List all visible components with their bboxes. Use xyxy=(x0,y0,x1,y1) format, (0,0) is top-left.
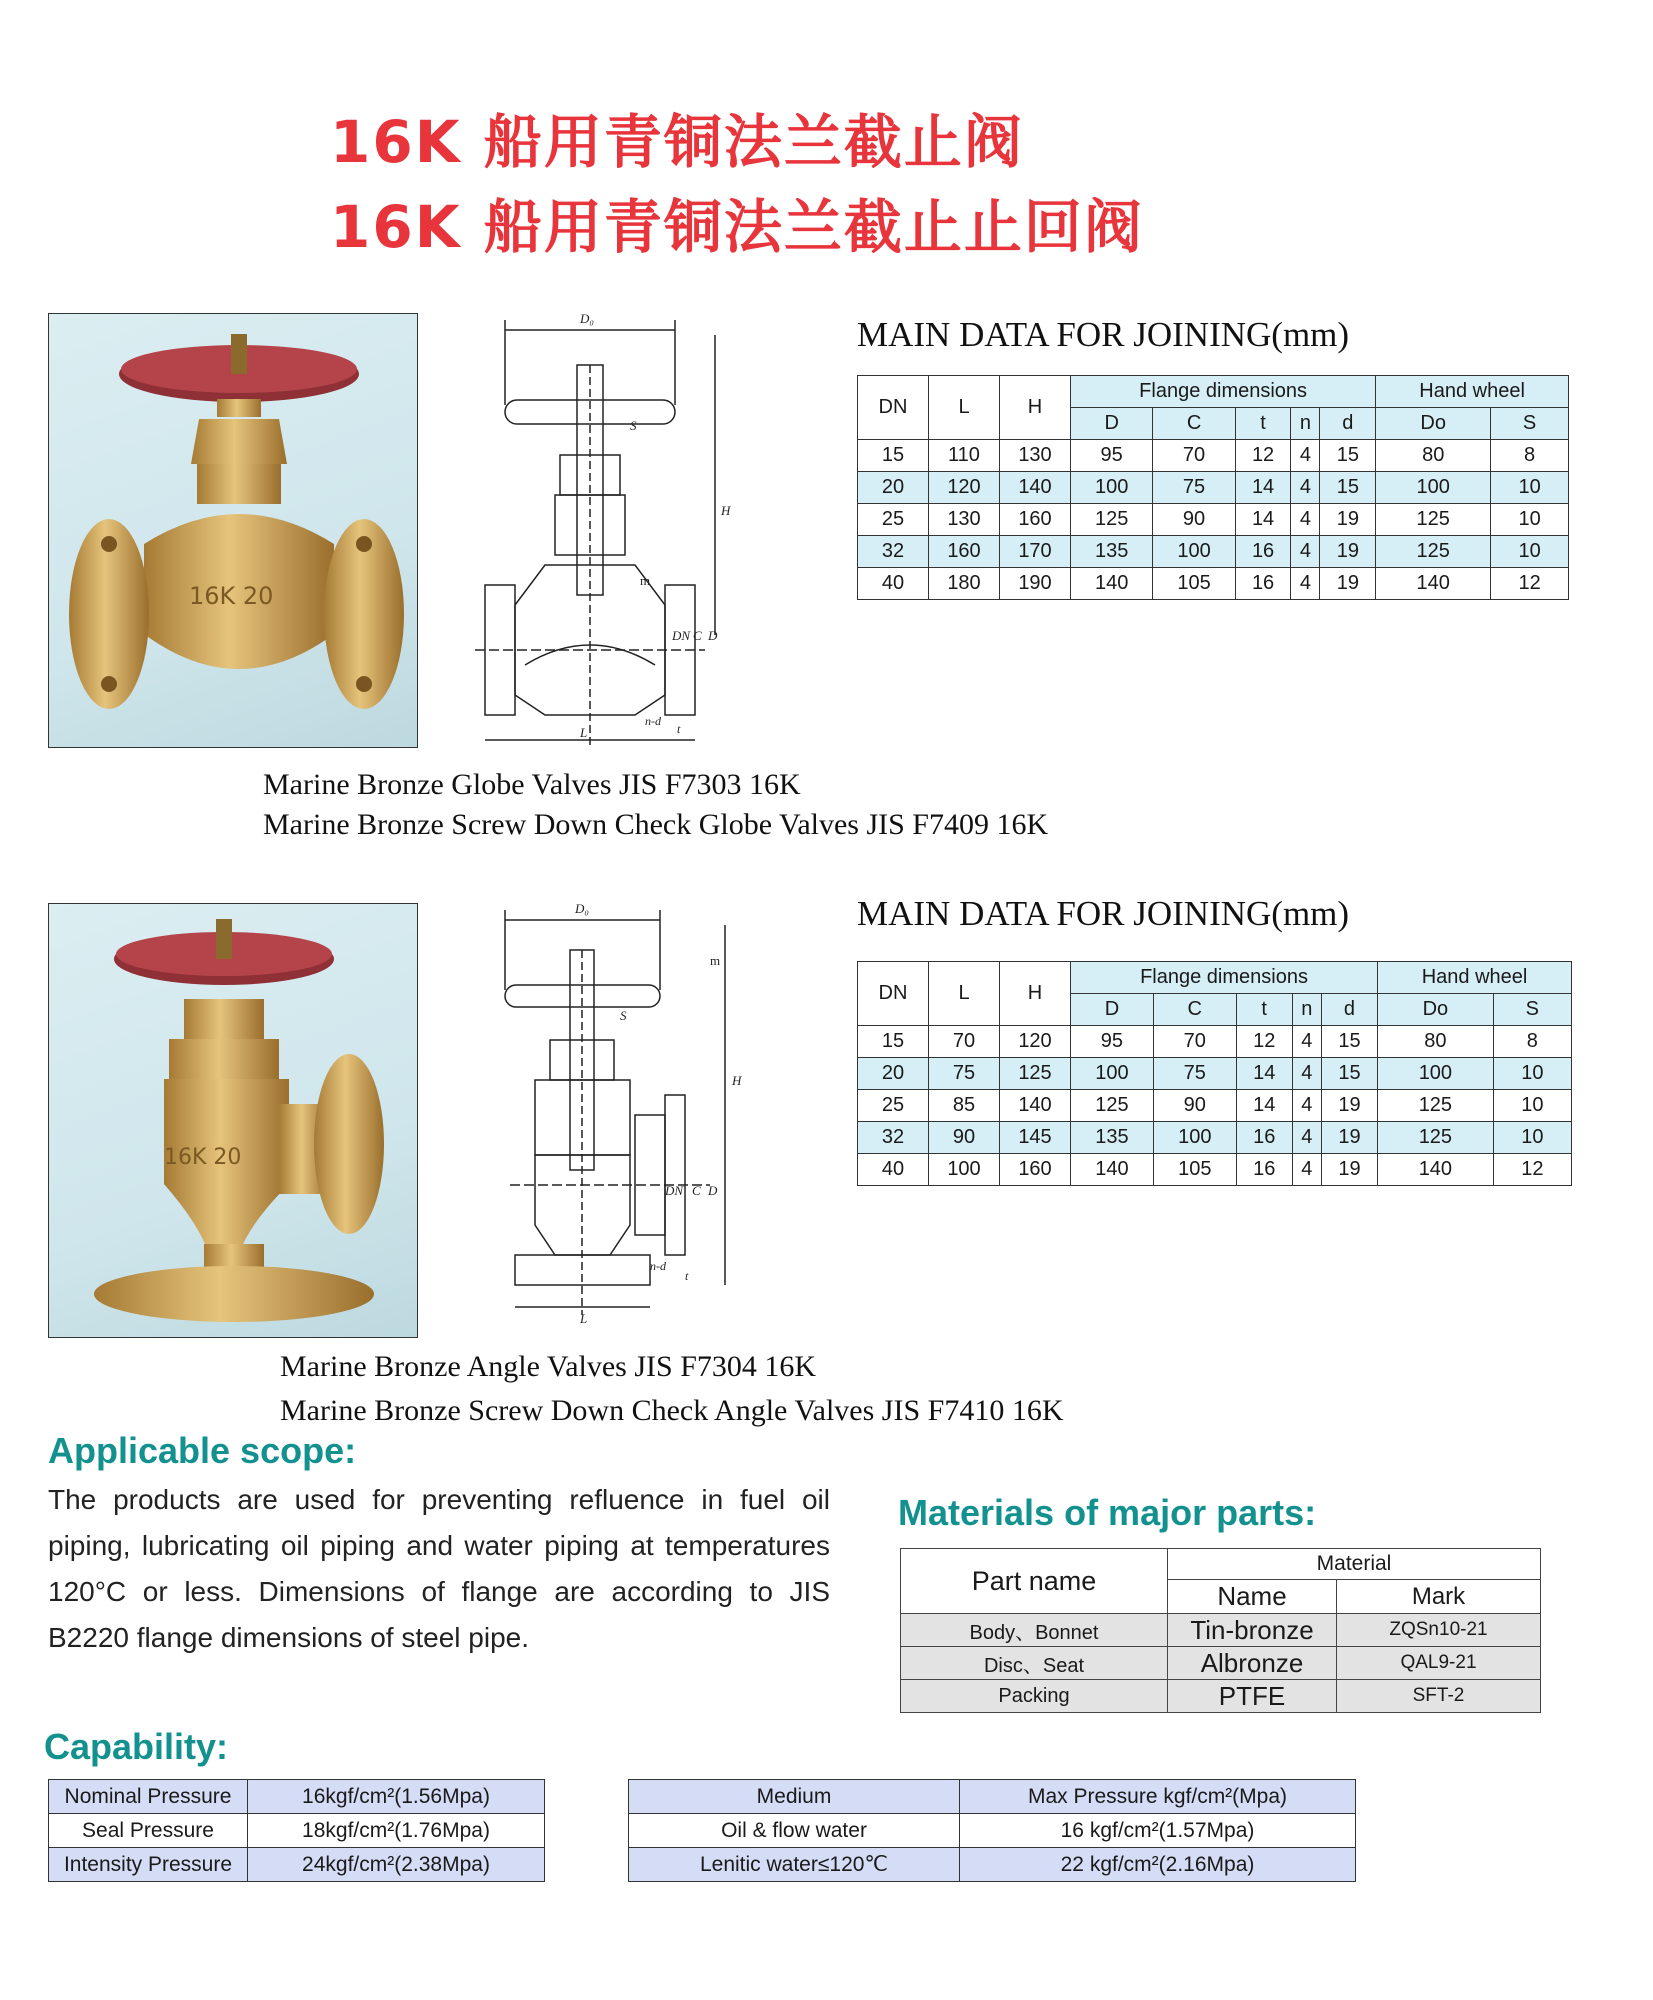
label-c-2: C xyxy=(692,1183,701,1198)
table-cell: 25 xyxy=(858,504,929,536)
table-cell: 140 xyxy=(1378,1154,1494,1186)
table-cell: 160 xyxy=(929,536,1000,568)
header-h: H xyxy=(1000,376,1071,440)
table-cell: 130 xyxy=(929,504,1000,536)
materials-table xyxy=(900,1548,1541,1713)
table-cell: 110 xyxy=(929,440,1000,472)
label-h: H xyxy=(721,503,731,518)
table-title-2: MAIN DATA FOR JOINING(mm) xyxy=(857,894,1350,933)
table-cell: 4 xyxy=(1292,1026,1321,1058)
table-cell: 125 xyxy=(1378,1090,1494,1122)
table-row xyxy=(858,1090,1572,1122)
table-cell: 40 xyxy=(858,1154,929,1186)
table-cell: 4 xyxy=(1291,504,1320,536)
table-cell: 95 xyxy=(1071,440,1153,472)
table-cell: 125 xyxy=(1000,1058,1071,1090)
table-row xyxy=(858,472,1569,504)
material-name: Tin-bronze xyxy=(1168,1614,1337,1647)
header-D: D xyxy=(1071,408,1153,440)
table-cell: 10 xyxy=(1493,1090,1571,1122)
header-d: d xyxy=(1320,408,1376,440)
table-cell: 25 xyxy=(858,1090,929,1122)
table-cell: 16 xyxy=(1235,536,1291,568)
label-c: C xyxy=(693,628,702,643)
caption-2a: Marine Bronze Angle Valves JIS F7304 16K xyxy=(280,1350,817,1383)
table-cell: 160 xyxy=(1000,1154,1071,1186)
table-cell: 105 xyxy=(1153,1154,1236,1186)
table-cell: 4 xyxy=(1291,568,1320,600)
header-flange: Flange dimensions xyxy=(1071,376,1376,408)
header-t-2: t xyxy=(1236,994,1292,1026)
pressure-label: Seal Pressure xyxy=(49,1814,248,1848)
header-dn: DN xyxy=(858,376,929,440)
table-cell: 16 xyxy=(1236,1154,1292,1186)
pressure-value: 18kgf/cm²(1.76Mpa) xyxy=(248,1814,545,1848)
mat-header-part: Part name xyxy=(901,1549,1168,1614)
table-cell: 100 xyxy=(929,1154,1000,1186)
table-cell: 180 xyxy=(929,568,1000,600)
header-n: n xyxy=(1291,408,1320,440)
table-cell: 32 xyxy=(858,1122,929,1154)
table-cell: 19 xyxy=(1321,1154,1377,1186)
table-cell: 14 xyxy=(1235,472,1291,504)
medium-row-2-name: Lenitic water≤120℃ xyxy=(629,1848,960,1882)
table-cell: 140 xyxy=(1376,568,1491,600)
table-cell: 20 xyxy=(858,472,929,504)
table-cell: 8 xyxy=(1491,440,1569,472)
header-handwheel: Hand wheel xyxy=(1376,376,1569,408)
table-cell: 4 xyxy=(1292,1154,1321,1186)
table-cell: 100 xyxy=(1153,1122,1236,1154)
table-cell: 130 xyxy=(1000,440,1071,472)
table-row xyxy=(858,1154,1572,1186)
table-cell: 19 xyxy=(1320,536,1376,568)
header-C-2: C xyxy=(1153,994,1236,1026)
globe-valve-drawing xyxy=(465,305,750,755)
table-cell: 12 xyxy=(1235,440,1291,472)
pressure-value: 16kgf/cm²(1.56Mpa) xyxy=(248,1780,545,1814)
table-cell: 140 xyxy=(1071,1154,1154,1186)
table-cell: 190 xyxy=(1000,568,1071,600)
table-cell: 12 xyxy=(1236,1026,1292,1058)
angle-valve-photo xyxy=(48,903,418,1338)
material-row xyxy=(901,1680,1541,1713)
table-cell: 20 xyxy=(858,1058,929,1090)
caption-1b: Marine Bronze Screw Down Check Globe Valves JIS F7409 16K xyxy=(263,808,1049,841)
table-cell: 4 xyxy=(1292,1090,1321,1122)
table-cell: 75 xyxy=(1153,1058,1236,1090)
table-cell: 100 xyxy=(1071,472,1153,504)
material-mark: SFT-2 xyxy=(1337,1680,1541,1713)
table-cell: 140 xyxy=(1071,568,1153,600)
material-mark: ZQSn10-21 xyxy=(1337,1614,1541,1647)
table-cell: 100 xyxy=(1376,472,1491,504)
table-cell: 135 xyxy=(1071,1122,1154,1154)
table-cell: 4 xyxy=(1291,440,1320,472)
table-cell: 120 xyxy=(1000,1026,1071,1058)
header-l: L xyxy=(929,376,1000,440)
table-cell: 14 xyxy=(1235,504,1291,536)
table-cell: 15 xyxy=(1320,472,1376,504)
max-pressure-header: Max Pressure kgf/cm²(Mpa) xyxy=(960,1780,1356,1814)
table-cell: 135 xyxy=(1071,536,1153,568)
pressure-label: Nominal Pressure xyxy=(49,1780,248,1814)
table-cell: 90 xyxy=(1153,504,1235,536)
table-cell: 14 xyxy=(1236,1058,1292,1090)
medium-table xyxy=(628,1779,1356,1882)
valve-marking: 16K 20 xyxy=(189,582,274,610)
label-do-2: D₀ xyxy=(575,901,589,916)
materials-heading: Materials of major parts: xyxy=(898,1492,1317,1533)
medium-row-2-value: 22 kgf/cm²(2.16Mpa) xyxy=(960,1848,1356,1882)
table-cell: 15 xyxy=(1321,1058,1377,1090)
label-d: D xyxy=(708,628,718,643)
table-cell: 75 xyxy=(1153,472,1235,504)
table-cell: 80 xyxy=(1378,1026,1494,1058)
pressure-label: Intensity Pressure xyxy=(49,1848,248,1882)
table-cell: 8 xyxy=(1493,1026,1571,1058)
table-cell: 125 xyxy=(1378,1122,1494,1154)
table-cell: 160 xyxy=(1000,504,1071,536)
table-cell: 90 xyxy=(929,1122,1000,1154)
table-cell: 10 xyxy=(1493,1122,1571,1154)
table-row xyxy=(858,504,1569,536)
table-cell: 40 xyxy=(858,568,929,600)
label-m-2: m xyxy=(710,953,721,968)
title-line-2: 16K 船用青铜法兰截止止回阀 xyxy=(330,193,1144,261)
pressure-row xyxy=(49,1780,545,1814)
table-cell: 140 xyxy=(1000,472,1071,504)
capability-heading: Capability: xyxy=(44,1726,229,1767)
material-row xyxy=(901,1614,1541,1647)
header-S: S xyxy=(1491,408,1569,440)
pressure-row xyxy=(49,1814,545,1848)
table-cell: 15 xyxy=(1321,1026,1377,1058)
header-t: t xyxy=(1235,408,1291,440)
mat-header-mark: Mark xyxy=(1337,1580,1541,1614)
header-d-2: d xyxy=(1321,994,1377,1026)
table-cell: 4 xyxy=(1292,1122,1321,1154)
table-cell: 15 xyxy=(858,440,929,472)
material-part: Body、Bonnet xyxy=(901,1614,1168,1647)
caption-1a: Marine Bronze Globe Valves JIS F7303 16K xyxy=(263,768,801,801)
material-name: Albronze xyxy=(1168,1647,1337,1680)
header-dn-2: DN xyxy=(858,962,929,1026)
table-cell: 70 xyxy=(1153,440,1235,472)
label-t-2: t xyxy=(685,1269,689,1283)
material-row xyxy=(901,1647,1541,1680)
label-t: t xyxy=(677,722,681,736)
table-cell: 95 xyxy=(1071,1026,1154,1058)
label-m: m xyxy=(640,573,651,588)
table-cell: 100 xyxy=(1071,1058,1154,1090)
table-cell: 140 xyxy=(1000,1090,1071,1122)
table-cell: 10 xyxy=(1491,536,1569,568)
scope-heading: Applicable scope: xyxy=(48,1430,357,1471)
label-h-2: H xyxy=(732,1073,742,1088)
medium-row-1-value: 16 kgf/cm²(1.57Mpa) xyxy=(960,1814,1356,1848)
table-cell: 19 xyxy=(1321,1090,1377,1122)
medium-header: Medium xyxy=(629,1780,960,1814)
globe-valve-photo xyxy=(48,313,418,748)
table-row xyxy=(858,1026,1572,1058)
table-cell: 85 xyxy=(929,1090,1000,1122)
table-row xyxy=(858,1122,1572,1154)
table-cell: 12 xyxy=(1493,1154,1571,1186)
mat-header-name: Name xyxy=(1168,1580,1337,1614)
angle-valve-drawing xyxy=(480,895,770,1335)
table-cell: 16 xyxy=(1236,1122,1292,1154)
header-D-2: D xyxy=(1071,994,1154,1026)
joining-data-table-2 xyxy=(857,961,1572,1186)
label-d-2: D xyxy=(708,1183,718,1198)
material-name: PTFE xyxy=(1168,1680,1337,1713)
joining-data-table-1 xyxy=(857,375,1569,600)
table-cell: 10 xyxy=(1491,504,1569,536)
table-cell: 145 xyxy=(1000,1122,1071,1154)
table-cell: 16 xyxy=(1235,568,1291,600)
table-row xyxy=(858,1058,1572,1090)
valve-marking-2: 16K 20 xyxy=(164,1145,242,1170)
table-cell: 12 xyxy=(1491,568,1569,600)
medium-row-1-name: Oil & flow water xyxy=(629,1814,960,1848)
table-cell: 100 xyxy=(1153,536,1235,568)
scope-text: The products are used for preventing refluence in fuel oil piping, lubricating oil piping and water piping at temperatures 120°C or less. Dimensions of flange are according to JIS B2220 flange dimensions of steel pipe. xyxy=(48,1484,830,1653)
table-cell: 125 xyxy=(1071,504,1153,536)
table-cell: 15 xyxy=(1320,440,1376,472)
label-n: n-d xyxy=(645,714,661,728)
label-dn: DN xyxy=(672,628,691,643)
table-cell: 120 xyxy=(929,472,1000,504)
material-part: Packing xyxy=(901,1680,1168,1713)
label-s: S xyxy=(630,418,637,433)
table-cell: 32 xyxy=(858,536,929,568)
material-part: Disc、Seat xyxy=(901,1647,1168,1680)
table-cell: 19 xyxy=(1320,504,1376,536)
table-cell: 100 xyxy=(1378,1058,1494,1090)
label-do: D₀ xyxy=(580,311,594,326)
pressure-value: 24kgf/cm²(2.38Mpa) xyxy=(248,1848,545,1882)
title-line-1: 16K 船用青铜法兰截止阀 xyxy=(330,108,1024,176)
header-n-2: n xyxy=(1292,994,1321,1026)
header-C: C xyxy=(1153,408,1235,440)
table-cell: 170 xyxy=(1000,536,1071,568)
table-cell: 10 xyxy=(1491,472,1569,504)
header-S-2: S xyxy=(1493,994,1571,1026)
header-flange-2: Flange dimensions xyxy=(1071,962,1378,994)
caption-2b: Marine Bronze Screw Down Check Angle Valves JIS F7410 16K xyxy=(280,1394,1064,1427)
header-l-2: L xyxy=(929,962,1000,1026)
table-cell: 4 xyxy=(1291,472,1320,504)
label-l: L xyxy=(580,725,588,740)
table-cell: 19 xyxy=(1320,568,1376,600)
table-row xyxy=(858,536,1569,568)
table-cell: 4 xyxy=(1292,1058,1321,1090)
table-cell: 105 xyxy=(1153,568,1235,600)
table-cell: 80 xyxy=(1376,440,1491,472)
table-cell: 15 xyxy=(858,1026,929,1058)
table-cell: 90 xyxy=(1153,1090,1236,1122)
table-cell: 125 xyxy=(1376,504,1491,536)
table-cell: 70 xyxy=(1153,1026,1236,1058)
label-n-2: n-d xyxy=(650,1259,666,1273)
table-cell: 14 xyxy=(1236,1090,1292,1122)
label-dn-2: DN xyxy=(665,1183,684,1198)
header-handwheel-2: Hand wheel xyxy=(1378,962,1572,994)
header-h-2: H xyxy=(1000,962,1071,1026)
mat-header-material: Material xyxy=(1168,1549,1541,1580)
table-title-1: MAIN DATA FOR JOINING(mm) xyxy=(857,315,1350,354)
table-cell: 4 xyxy=(1291,536,1320,568)
pressure-table xyxy=(48,1779,545,1882)
label-s-2: S xyxy=(620,1008,627,1023)
table-row xyxy=(858,440,1569,472)
label-l-2: L xyxy=(580,1311,588,1326)
table-cell: 19 xyxy=(1321,1122,1377,1154)
table-cell: 125 xyxy=(1376,536,1491,568)
table-row xyxy=(858,568,1569,600)
header-Do-2: Do xyxy=(1378,994,1494,1026)
pressure-row xyxy=(49,1848,545,1882)
header-Do: Do xyxy=(1376,408,1491,440)
table-cell: 125 xyxy=(1071,1090,1154,1122)
table-cell: 10 xyxy=(1493,1058,1571,1090)
material-mark: QAL9-21 xyxy=(1337,1647,1541,1680)
table-cell: 75 xyxy=(929,1058,1000,1090)
table-cell: 70 xyxy=(929,1026,1000,1058)
